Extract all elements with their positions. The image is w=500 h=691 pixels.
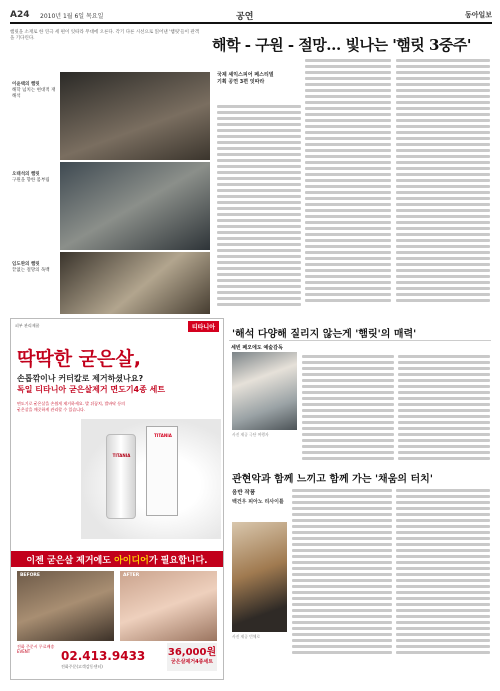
- portrait-pianist: [232, 522, 287, 632]
- article2-title: '해석 다양해 질리지 않는게 '햄릿'의 매력': [232, 329, 417, 340]
- ad-sub2: 독일 티타니아 굳은살제거 면도기4종 세트: [17, 385, 166, 394]
- before-after: [17, 571, 217, 641]
- photo-hamlet-3: [60, 252, 210, 314]
- caption-text: 끝없는 절망의 독백: [12, 268, 50, 273]
- article1-body-col2: [305, 56, 391, 305]
- photo-hamlet-2: [60, 162, 210, 250]
- header-rule: [10, 22, 492, 24]
- article2-credit: 사진 제공 극단 여행자: [232, 432, 269, 437]
- photo-hamlet-1: [60, 72, 210, 160]
- section-title: 공연: [236, 11, 254, 22]
- caption-title: 이윤택의 햄릿: [12, 82, 40, 87]
- article2-body-col2: [398, 352, 490, 463]
- page-number: A24: [10, 10, 30, 20]
- article3-body-col2: [396, 486, 490, 657]
- date-line: 2010년 1월 6일 목요일: [40, 12, 104, 20]
- slogan-part2: 아이디어: [114, 555, 149, 566]
- ad-topbar-text: 피부 관리제품: [15, 323, 40, 328]
- ad-topbar: [11, 319, 223, 333]
- before-label: BEFORE: [20, 573, 40, 578]
- ad-free-shipping: 전화 주문시 무료배송 EVENT: [17, 644, 55, 654]
- ad-headline: 딱딱한 굳은살,: [17, 348, 141, 370]
- ad-subheadline: [17, 373, 165, 395]
- before-photo: [17, 571, 114, 641]
- infobox-title: 국제 셰익스피어 페스티벌 기획 공연 3편 잇따라: [217, 72, 274, 85]
- ad-body-text: 면도기로 굳은살을 손쉽게 제거하세요. 발 뒤꿈치, 발바닥 등의 굳은살을 깨끗하게 관리할 수 있습니다.: [17, 401, 126, 412]
- caption-text: 해학 넘치는 현대적 재해석: [12, 88, 56, 99]
- article3-body: [292, 486, 392, 657]
- caption-title: 오태석의 햄릿: [12, 172, 40, 177]
- article2-body: [302, 352, 394, 463]
- caption-1: [12, 82, 58, 100]
- article3-subject: 백건우 피아노 리사이틀: [232, 499, 284, 505]
- newspaper-name: 동아일보: [464, 11, 492, 19]
- price-amount: 36,000원: [167, 647, 217, 658]
- ad-sub1: 손톱깎이나 커터칼로 제거하셨나요?: [17, 374, 144, 383]
- ad-slogan-banner: [11, 551, 223, 567]
- article1-body: [217, 102, 301, 309]
- ad-brand-logo: 티타니아: [188, 321, 219, 332]
- box-label: TITANIA: [154, 433, 172, 438]
- article1-body-col3: [396, 56, 490, 305]
- tube-label: TITANIA: [112, 453, 131, 458]
- article1-intro: 햄릿을 소재로 한 연극 세 편이 잇따라 무대에 오른다. 각기 다른 시선으로 읽어낸 '햄릿'들이 관객을 기다린다.: [10, 30, 200, 41]
- ad-phone-label: 전화주문(고객감동센터): [61, 664, 103, 669]
- article3-category: 음반 작품: [232, 490, 256, 496]
- slogan-part1: 이젠 굳은살 제거에도: [26, 555, 111, 566]
- price-desc: 굳은살제거4종세트: [170, 659, 214, 665]
- after-photo: [120, 571, 217, 641]
- ad-price: [167, 643, 217, 671]
- ad-product-box: [146, 426, 178, 516]
- advertisement: [10, 318, 224, 680]
- ad-phone: 02.413.9433: [61, 649, 146, 663]
- ad-product-tube: [106, 434, 136, 519]
- page-header: [10, 8, 492, 22]
- article1-title: 해학 - 구원 - 절망… 빛나는 '햄릿 3중주': [212, 36, 471, 54]
- caption-2: [12, 172, 58, 184]
- article2-head: 세빈 페오에도 예술감독: [231, 345, 283, 351]
- article3-title: 관현악과 함께 느끼고 함께 가는 '채움의 터치': [232, 474, 433, 485]
- slogan-part3: 가 필요합니다.: [148, 555, 208, 566]
- caption-text: 구원을 향한 몸부림: [12, 178, 50, 183]
- portrait-director: [232, 352, 297, 430]
- caption-title: 임도완의 햄릿: [12, 262, 40, 267]
- caption-3: [12, 262, 58, 274]
- article3-credit: 사진 제공 빈체로: [232, 634, 261, 639]
- after-label: AFTER: [123, 573, 140, 578]
